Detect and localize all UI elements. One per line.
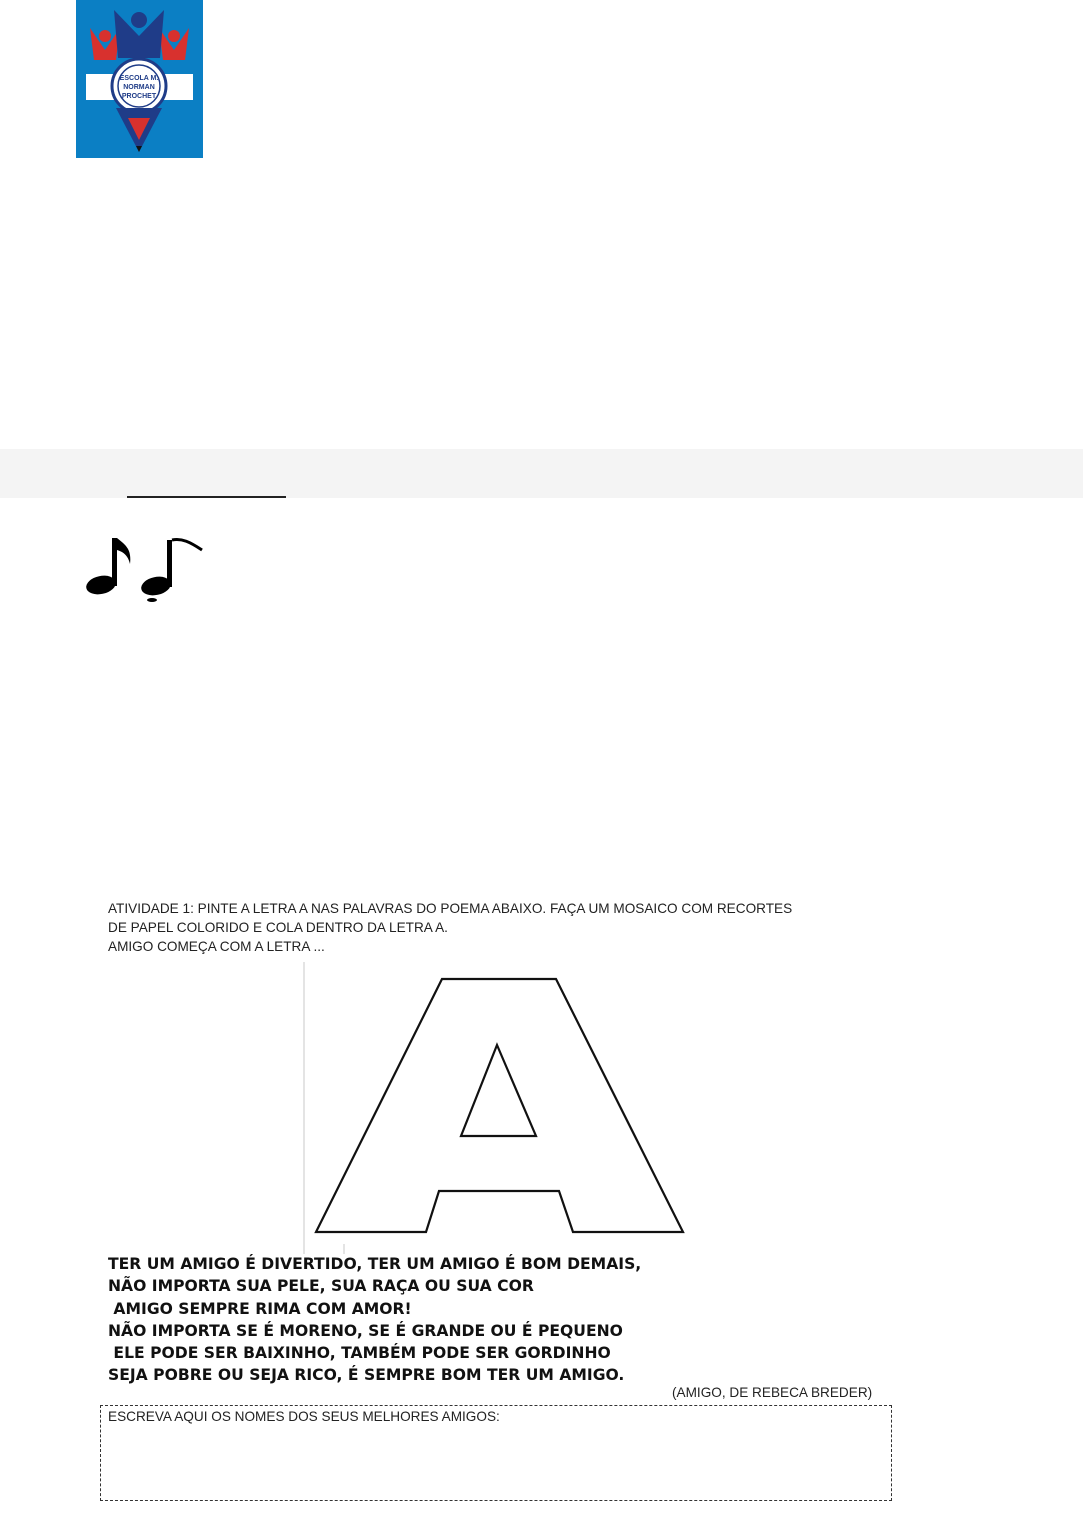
letter-a-outline: [300, 962, 700, 1254]
school-logo: [76, 0, 203, 158]
music-notes-icon: [80, 530, 206, 602]
poem-credit: (AMIGO, DE REBECA BREDER): [672, 1385, 873, 1400]
blank-underline: [127, 496, 286, 498]
poem: [108, 1253, 808, 1387]
activity-line: DE PAPEL COLORIDO E COLA DENTRO DA LETRA A.: [108, 920, 448, 935]
activity-line: AMIGO COMEÇA COM A LETRA ...: [108, 939, 325, 954]
poem-line: AMIGO SEMPRE RIMA COM AMOR!: [108, 1299, 412, 1318]
gray-band: [0, 449, 1083, 498]
poem-line: TER UM AMIGO É DIVERTIDO, TER UM AMIGO É BOM DEMAIS,: [108, 1255, 642, 1273]
activity-instructions: [108, 899, 898, 956]
activity-line: ATIVIDADE 1: PINTE A LETRA A NAS PALAVRAS DO POEMA ABAIXO. FAÇA UM MOSAICO COM RECORTES: [108, 901, 793, 916]
friends-names-box[interactable]: [100, 1405, 892, 1501]
svg-text:ESCOLA M.: ESCOLA M.: [119, 75, 159, 82]
poem-line: NÃO IMPORTA SE É MORENO, SE É GRANDE OU É PEQUENO: [108, 1321, 623, 1340]
svg-text:NORMAN: NORMAN: [123, 84, 155, 91]
svg-text:PROCHET: PROCHET: [121, 93, 157, 100]
answer-box-label: ESCREVA AQUI OS NOMES DOS SEUS MELHORES AMIGOS:: [108, 1409, 500, 1424]
poem-line: SEJA POBRE OU SEJA RICO, É SEMPRE BOM TER UM AMIGO.: [108, 1366, 625, 1385]
poem-line: ELE PODE SER BAIXINHO, TAMBÉM PODE SER GORDINHO: [108, 1344, 611, 1363]
poem-line: NÃO IMPORTA SUA PELE, SUA RAÇA OU SUA COR: [108, 1277, 534, 1296]
